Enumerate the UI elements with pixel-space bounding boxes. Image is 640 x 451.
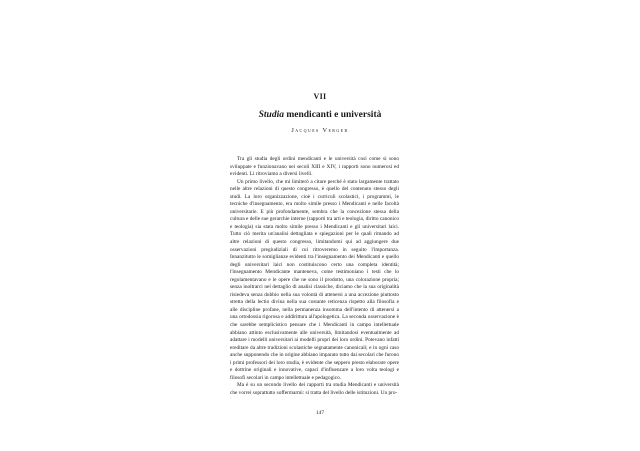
page-number: 147 bbox=[315, 410, 325, 416]
paragraph-2: Un primo livello, che mi limiterò a citare perché è stato largamente trattato nelle altre relazioni di questo congresso, è quello del contenuto stesso degli studi. La loro organizzazione, cioè i curriculi scolastici, i programmi, le tecniche d'insegnamento, era molto simile presso i Mendicanti e nelle facoltà universitarie. E più profondamente, sembra che la concezione stessa della cultura e delle sue gerarchie interne (rapporti tra arti e teologia, diritto canonico e teologia) sia stata molto simile presso i Mendicanti e gli universitari laici. Tutto ciò merita un'analisi dettagliata e spiegazioni per le quali rimando ad altre relazioni di questo congresso, limitandomi qui ad aggiungere due osservazioni pregiudiziali di cui ritroveremo in seguito l'importanza. Innanzitutto le somiglianze evidenti tra l'insegnamento dei Mendicanti e quello degli universitari laici non costituiscono certo una completa identità; l'insegnamento Mendicante manteneva, come testimoniano i testi che lo regolamentavano e le opere che ne sono il prodotto, una colorazione propria; senza inoltrarci nel dettaglio di analisi classiche, diciamo che la sua originalità risiedeva senza dubbio nella sua volontà di attenersi a una accezione piuttosto stretta della lectio divina nella sua costante reticenza rispetto alla filosofia e alle discipline profane, nella permanenza insomma dell'intento di attenersi a una ortodossia rigorosa e addirittura all'apologetica. La seconda osservazione è che sarebbe semplicistico pensare che i Mendicanti in campo intellettuale abbiano attinto esclusivamente alle università, limitandosi eventualmente ad adattare i modelli universitari ai modelli propri dei loro ordini. Potevano infatti ereditare da altre tradizioni scolastiche segnatamente canonicali; e in ogni caso anche supponendo che in origine abbiano imparato tutto dai secolari che furono i primi professori dei loro studia, è evidente che seppero presto elaborare opere e dottrine originali e innovative, capaci d'influenzare a loro volta teologi e filosofi secolari in campo intellettuale e pedagogico. bbox=[230, 178, 399, 381]
body-text bbox=[230, 156, 399, 398]
paragraph-1: Tra gli studia degli ordini mendicanti e le università così come si sono sviluppate e funzionavano nei secoli XIII e XIV, i rapporti sono numerosi ed evidenti. Li ritroviamo a diversi livelli. bbox=[230, 156, 399, 178]
chapter-title-italic: Studia bbox=[258, 110, 284, 120]
chapter-author: Jacques Verger bbox=[291, 127, 349, 134]
chapter-title-rest: mendicanti e università bbox=[283, 110, 382, 120]
chapter-title bbox=[0, 110, 640, 120]
chapter-number: VII bbox=[313, 92, 327, 101]
paragraph-3: Ma è su un secondo livello dei rapporti tra studia Mendicanti e università che vorrei soprattutto soffermarmi: si tratta del livello delle istituzioni. Un pro- bbox=[230, 382, 399, 396]
